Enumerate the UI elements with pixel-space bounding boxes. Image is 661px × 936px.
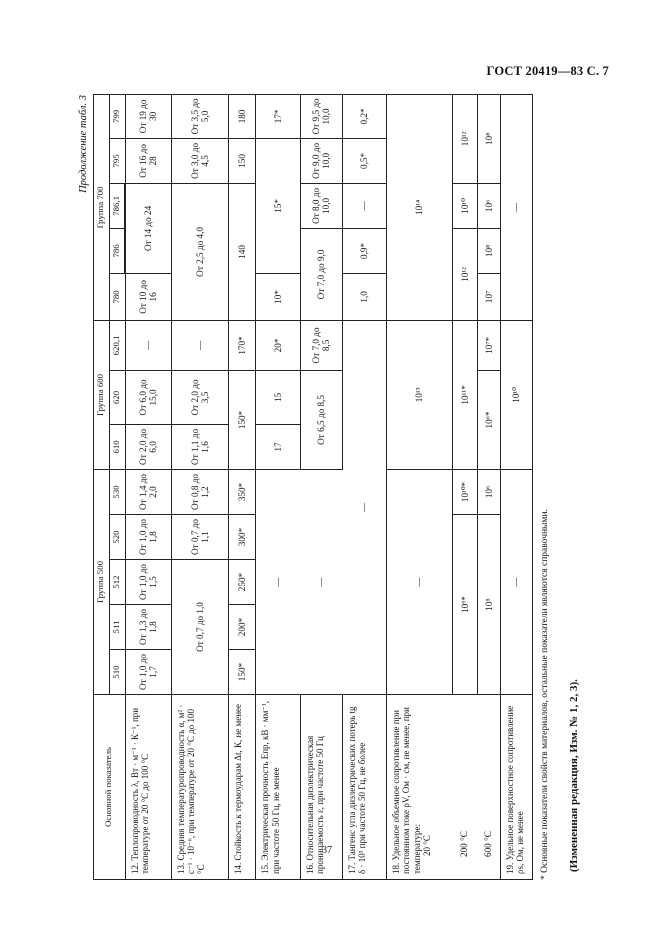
code-786-1: 786,1 [109, 183, 124, 228]
r18-200-786-1: 10¹⁰ [452, 183, 477, 228]
r13-620: От 2,0 до 3,5 [172, 370, 229, 424]
row-18-20c [387, 94, 452, 879]
r15-500: — [256, 469, 300, 694]
r19-500: — [501, 469, 533, 694]
r18-600-780: 10⁷ [478, 273, 501, 320]
group-700-header: Группа 700 [94, 94, 110, 320]
r15-610: 17 [256, 424, 300, 469]
row-17 [343, 94, 387, 879]
label-16: 16. Относительная диэлектрическая проницаемость ε, при частоте 50 Гц [300, 695, 342, 880]
r17-795: 0,5* [343, 138, 387, 183]
r12-510: От 1,0 до 1,7 [125, 650, 171, 695]
r12-786: От 14 до 24 [125, 183, 171, 273]
r16-610-620: От 6,5 до 8,5 [300, 370, 342, 469]
r18-200-600: 10¹¹* [452, 320, 477, 469]
r18-20-500: — [387, 469, 452, 694]
r18-20-600: 10¹³ [387, 320, 452, 469]
temp-20c: 20 °С [421, 835, 432, 856]
r14-511: 200* [229, 605, 256, 650]
r12-780: От 10 до 16 [125, 273, 171, 320]
label-12: 12. Теплопроводность λ, Вт · м⁻¹ · К⁻¹, при температуре от 20 °С до 100 °С [125, 695, 171, 880]
rotated-table-area [78, 95, 638, 880]
code-799: 799 [109, 94, 125, 138]
r14-780-786: 140 [229, 183, 256, 320]
col-header-indicator: Основной показатель [94, 695, 126, 880]
r12-520: От 1,0 до 1,8 [125, 515, 171, 560]
row-19 [501, 94, 533, 879]
r16-780-786: От 7,0 до 9,0 [300, 228, 342, 320]
r16-786-1: От 8,0 до 10,0 [300, 183, 342, 228]
temp-600c: 600 °С [478, 695, 501, 880]
row-18-600c [478, 94, 501, 879]
r12-620: От 6,0 до 15,0 [125, 370, 171, 424]
r13-799: От 3,5 до 5,0 [172, 94, 229, 138]
properties-table [93, 94, 533, 880]
r14-510: 150* [229, 650, 256, 695]
amendment-note: (Измененная редакция, Изм. № 1, 2, 3). [568, 679, 580, 872]
code-610: 610 [109, 424, 125, 469]
r16-620-1: От 7,0 до 8,5 [300, 320, 342, 370]
r18-600-510-520: 10⁵ [478, 515, 501, 695]
r18-600-530: 10⁶ [478, 469, 501, 514]
code-511: 511 [109, 605, 125, 650]
temp-200c: 200 °С [452, 695, 477, 880]
r18-600-610-620: 10⁶* [478, 370, 501, 469]
code-795: 795 [109, 138, 125, 183]
code-530: 530 [109, 469, 125, 514]
header-row-groups [94, 94, 110, 879]
r15-786-795: 15* [256, 138, 300, 273]
r17-786: 0,9* [343, 228, 387, 273]
r12-795: От 16 до 28 [125, 138, 171, 183]
r18-200-780-786: 10¹² [452, 228, 477, 320]
r13-610: От 1,1 до 1,6 [172, 424, 229, 469]
r12-530: От 1,4 до 2,0 [125, 469, 171, 514]
r19-600: 10¹⁰ [501, 320, 533, 469]
r16-799: От 9,5 до 10,0 [300, 94, 342, 138]
row-15 [256, 94, 300, 879]
label-14: 14. Стойкость к термоударам Δt, К, не менее [229, 695, 256, 880]
r15-620-1: 20* [256, 320, 300, 370]
r13-780-786: От 2,5 до 4,0 [172, 183, 229, 320]
r12-799: От 19 до 30 [125, 94, 171, 138]
r18-20-700: 10¹⁴ [387, 94, 452, 320]
r17-786-1: — [343, 183, 387, 228]
code-780: 780 [109, 273, 125, 320]
label-18 [387, 695, 452, 880]
r15-620: 15 [256, 370, 300, 424]
r14-610-620: 150* [229, 370, 256, 469]
label-19: 19. Удельное поверхностное сопротивление ρs, Ом, не менее [501, 695, 533, 880]
code-510: 510 [109, 650, 125, 695]
standard-header: ГОСТ 20419—83 С. 7 [486, 64, 609, 78]
r15-799: 17* [256, 94, 300, 138]
r18-600-786: 10⁸ [478, 228, 501, 273]
code-620-1: 620,1 [109, 320, 125, 370]
r18-600-795-799: 10⁸ [478, 94, 501, 183]
code-620: 620 [109, 370, 125, 424]
label-17: 17. Тангенс угла диэлектрических потерь tg δ · 10³ при частоте 50 Гц, не более [343, 695, 387, 880]
row-13 [172, 94, 229, 879]
r12-511: От 1,3 до 1,8 [125, 605, 171, 650]
r18-600-786-1: 10⁶ [478, 183, 501, 228]
code-512: 512 [109, 560, 125, 605]
footnote: * Основные показатели свойств материалов, остальные показатели являются справочными. [540, 509, 550, 880]
r13-795: От 3,0 до 4,5 [172, 138, 229, 183]
r12-620-1: — [125, 320, 171, 370]
group-600-header: Группа 600 [94, 320, 110, 469]
r14-530: 350* [229, 469, 256, 514]
r19-700: — [501, 94, 533, 320]
r13-530: От 0,8 до 1,2 [172, 469, 229, 514]
r17-799: 0,2* [343, 94, 387, 138]
row-18-200c [452, 94, 477, 879]
r13-520: От 0,7 до 1,1 [172, 515, 229, 560]
r14-520: 300* [229, 515, 256, 560]
label-13: 13. Средняя температуропроводность α, м² · с⁻¹ · 10⁻⁶, при температуре от 20 °С до 100 °С [172, 695, 229, 880]
r17-500-600: — [343, 320, 387, 694]
r18-600-620-1: 10⁷* [478, 320, 501, 370]
row-14 [229, 94, 256, 879]
r13-620-1: — [172, 320, 229, 370]
r18-200-530: 10¹⁰* [452, 469, 477, 514]
r14-795: 150 [229, 138, 256, 183]
r14-512: 250* [229, 560, 256, 605]
page-number: 37 [322, 845, 332, 856]
code-786: 786 [109, 228, 124, 273]
group-500-header: Группа 500 [94, 469, 110, 694]
row-12 [125, 94, 171, 879]
r12-512: От 1,0 до 1,5 [125, 560, 171, 605]
r13-510-512: От 0,7 до 1,0 [172, 560, 229, 695]
r18-200-510-520: 10⁹* [452, 515, 477, 695]
r18-200-795-799: 10¹² [452, 94, 477, 183]
code-520: 520 [109, 515, 125, 560]
label-18-text: 18. Удельное объемное сопротивление при постоянном токе ρV, Ом · см, не менее, при температуре: [391, 707, 422, 874]
row-16 [300, 94, 342, 879]
label-15: 15. Электрическая прочность Eпр, кВ · мм⁻¹, при частоте 50 Гц, не менее [256, 695, 300, 880]
r16-795: От 9,0 до 10,0 [300, 138, 342, 183]
r14-799: 180 [229, 94, 256, 138]
r15-780: 10* [256, 273, 300, 320]
r14-620-1: 170* [229, 320, 256, 370]
r16-500: — [300, 469, 342, 694]
table-caption: Продолжение табл. 3 [78, 95, 89, 193]
r12-610: От 2,0 до 6,0 [125, 424, 171, 469]
r17-780: 1,0 [343, 273, 387, 320]
